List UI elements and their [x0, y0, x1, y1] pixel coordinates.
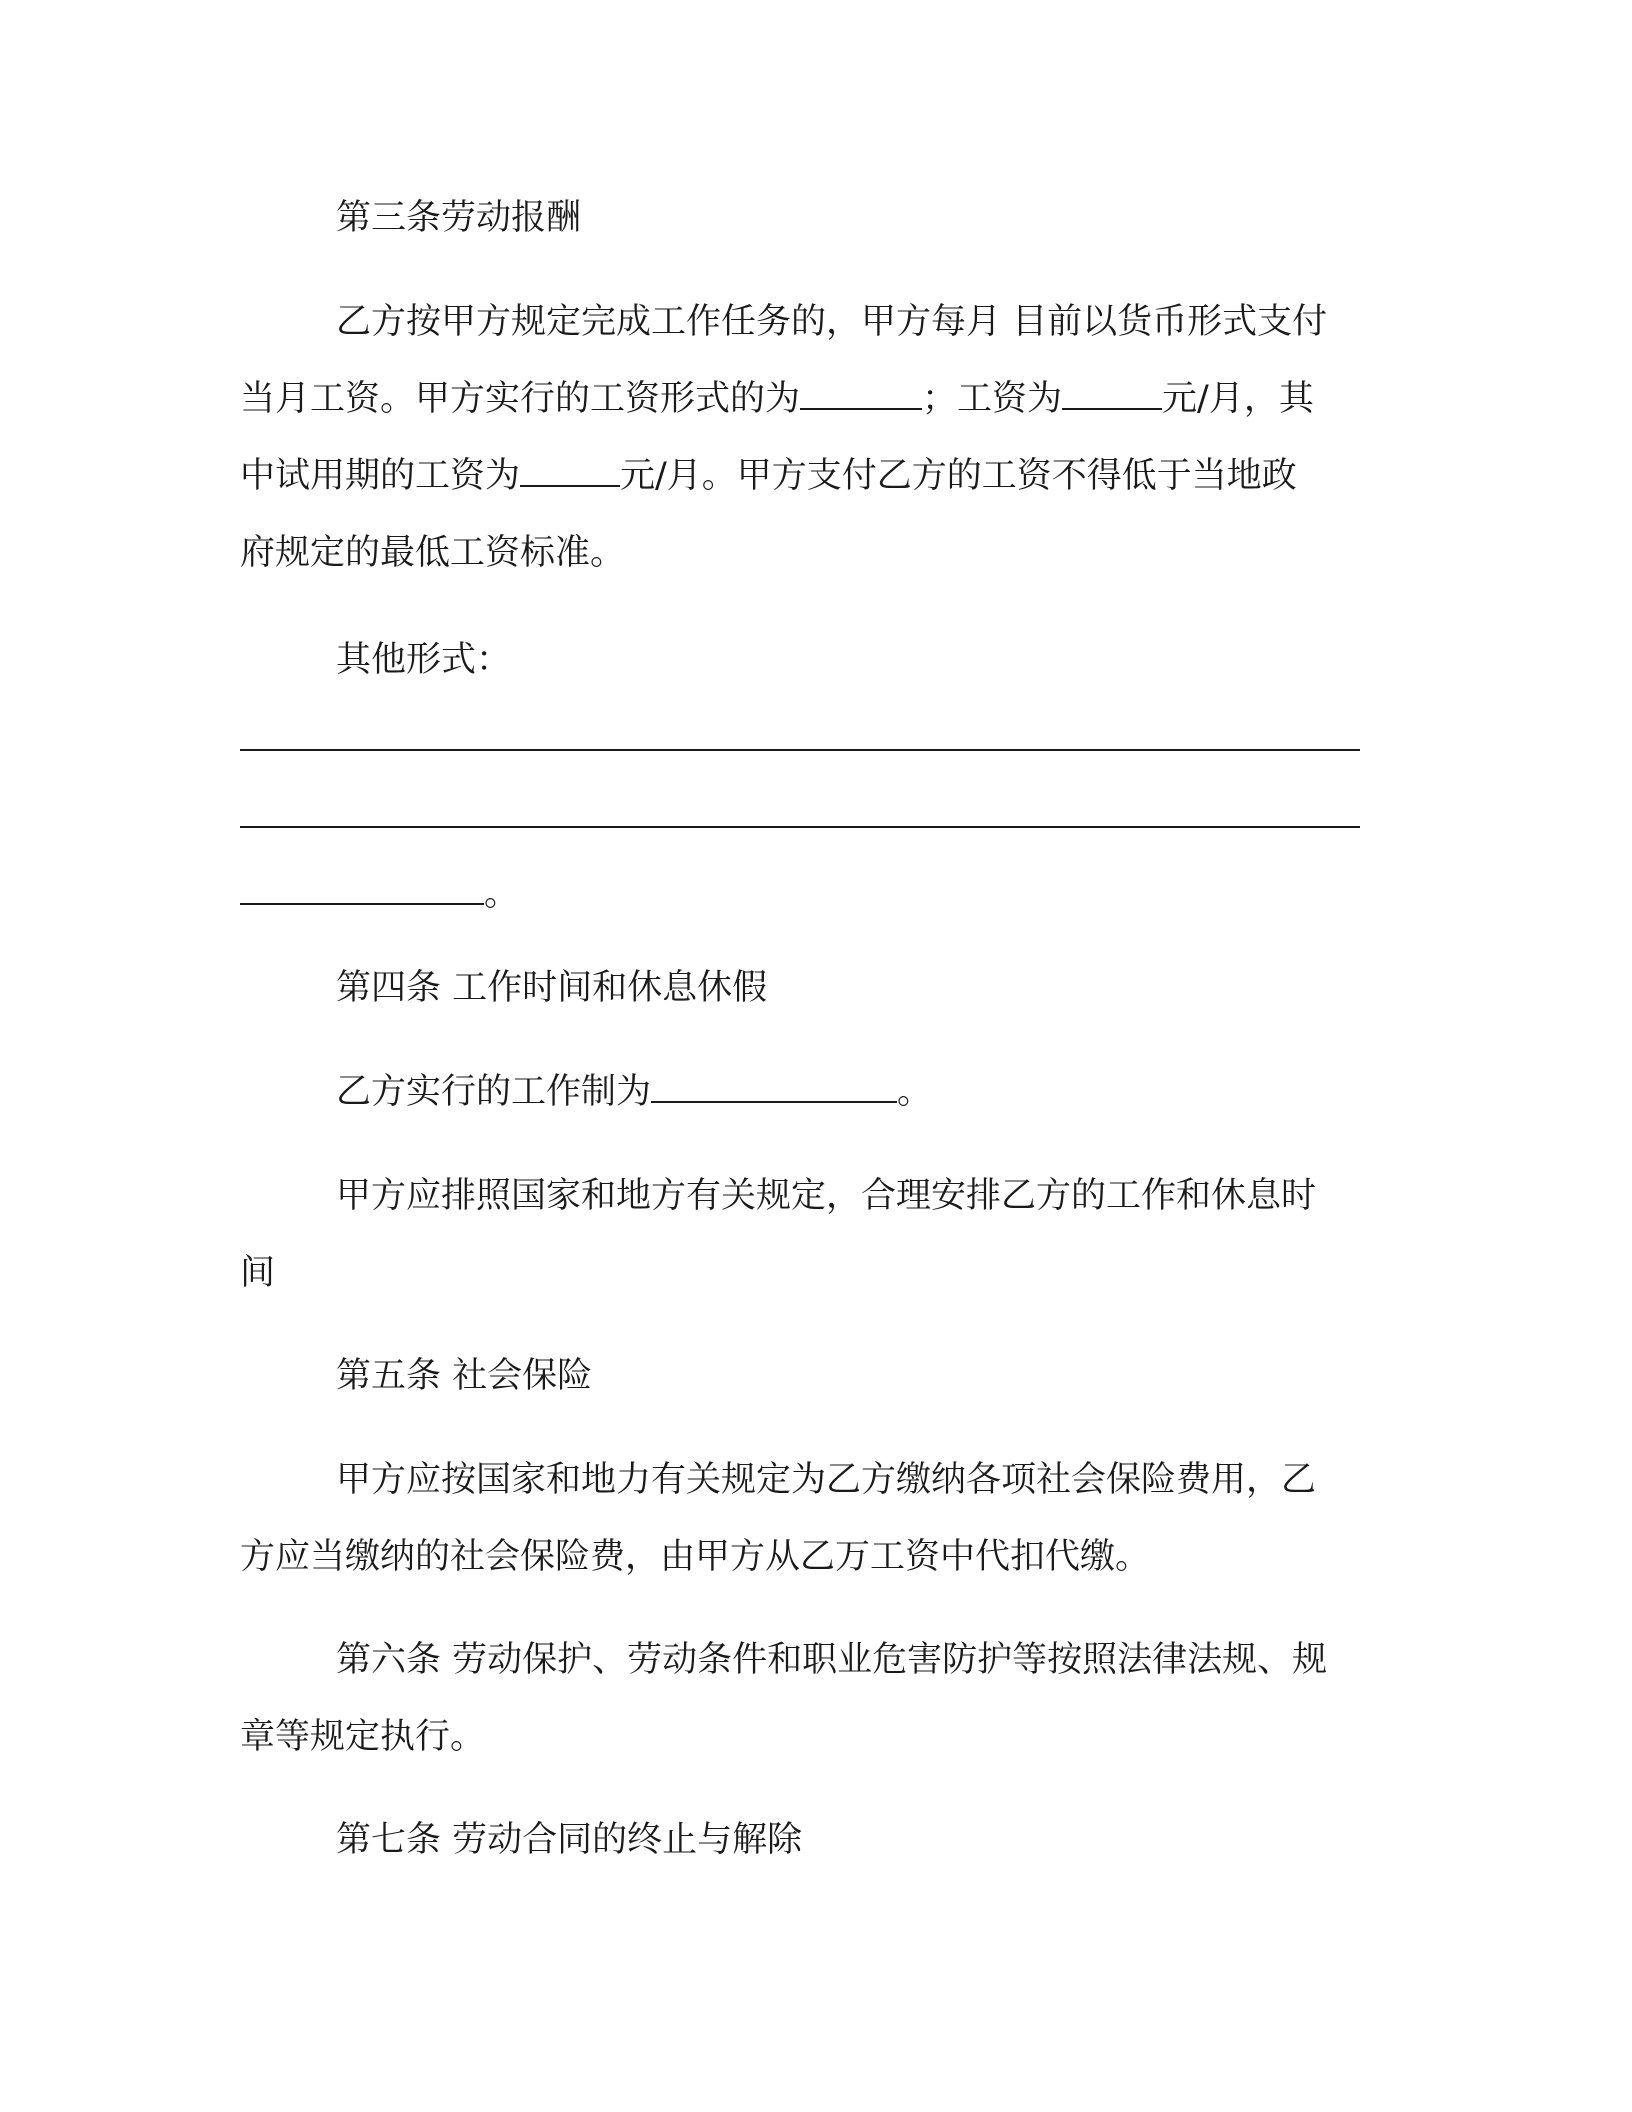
other-forms-line-2 — [240, 779, 1390, 856]
other-forms-blanks — [240, 702, 1390, 933]
probation-wage-blank[interactable] — [520, 457, 620, 487]
article-4-paragraph-1 — [240, 1054, 1390, 1131]
article-7-title: 第七条 劳动合同的终止与解除 — [336, 1820, 803, 1860]
article-4-work-system — [240, 1054, 1390, 1131]
article-3-line-2-b: ；工资为 — [922, 379, 1063, 419]
article-7-heading — [240, 1802, 1390, 1879]
article-3-line-3-a: 中试用期的工资为 — [240, 456, 521, 496]
article-4-title: 第四条 工作时间和休息休假 — [336, 968, 768, 1008]
article-4-heading — [240, 950, 1390, 1027]
article-3-paragraph — [240, 284, 1390, 592]
other-forms-end: 。 — [484, 874, 520, 914]
article-5-line-2: 方应当缴纳的社会保险费，由甲方从乙万工资中代扣代缴。 — [240, 1537, 1151, 1577]
article-6-paragraph — [240, 1622, 1390, 1776]
other-forms-blank-1[interactable] — [240, 721, 1360, 751]
other-forms-line-3 — [240, 856, 1390, 933]
article-3-line-2-c: 元/月，其 — [1162, 379, 1314, 419]
work-system-blank[interactable] — [651, 1073, 897, 1103]
article-3-line-2-a: 当月工资。甲方实行的工资形式的为 — [240, 379, 801, 419]
other-forms-label: 其他形式： — [336, 640, 512, 680]
article-3-title: 第三条劳动报酬 — [336, 198, 582, 238]
article-4-work-system-text: 乙方实行的工作制为 — [336, 1072, 652, 1112]
article-6-line-1: 第六条 劳动保护、劳动条件和职业危害防护等按照法律法规、规 — [336, 1640, 1328, 1680]
article-5-paragraph — [240, 1442, 1390, 1596]
other-forms-line-1 — [240, 702, 1390, 779]
article-4-work-system-end: 。 — [897, 1072, 933, 1112]
article-3-heading — [240, 180, 1390, 257]
article-3-line-4: 府规定的最低工资标准。 — [240, 533, 626, 573]
article-3-line-1: 乙方按甲方规定完成工作任务的，甲方每月 目前以货币形式支付 — [336, 302, 1328, 342]
article-4-paragraph-2 — [240, 1158, 1390, 1312]
article-5-heading — [240, 1338, 1390, 1415]
article-3-line-3-b: 元/月。甲方支付乙方的工资不得低于当地政 — [620, 456, 1297, 496]
article-3-line-2 — [240, 361, 1390, 438]
article-3-line-3 — [240, 438, 1390, 515]
article-5-line-1: 甲方应按国家和地力有关规定为乙方缴纳各项社会保险费用，乙 — [336, 1460, 1317, 1500]
article-4-para-2-line-2: 间 — [240, 1253, 276, 1293]
article-6-line-2: 章等规定执行。 — [240, 1717, 486, 1757]
other-forms-blank-2[interactable] — [240, 798, 1360, 828]
article-5-title: 第五条 社会保险 — [336, 1356, 593, 1396]
article-4-para-2-line-1: 甲方应排照国家和地方有关规定，合理安排乙方的工作和休息时 — [336, 1176, 1317, 1216]
other-forms-paragraph — [240, 622, 1390, 699]
wage-form-blank[interactable] — [800, 380, 922, 410]
wage-amount-blank[interactable] — [1062, 380, 1162, 410]
other-forms-blank-3[interactable] — [240, 875, 484, 905]
